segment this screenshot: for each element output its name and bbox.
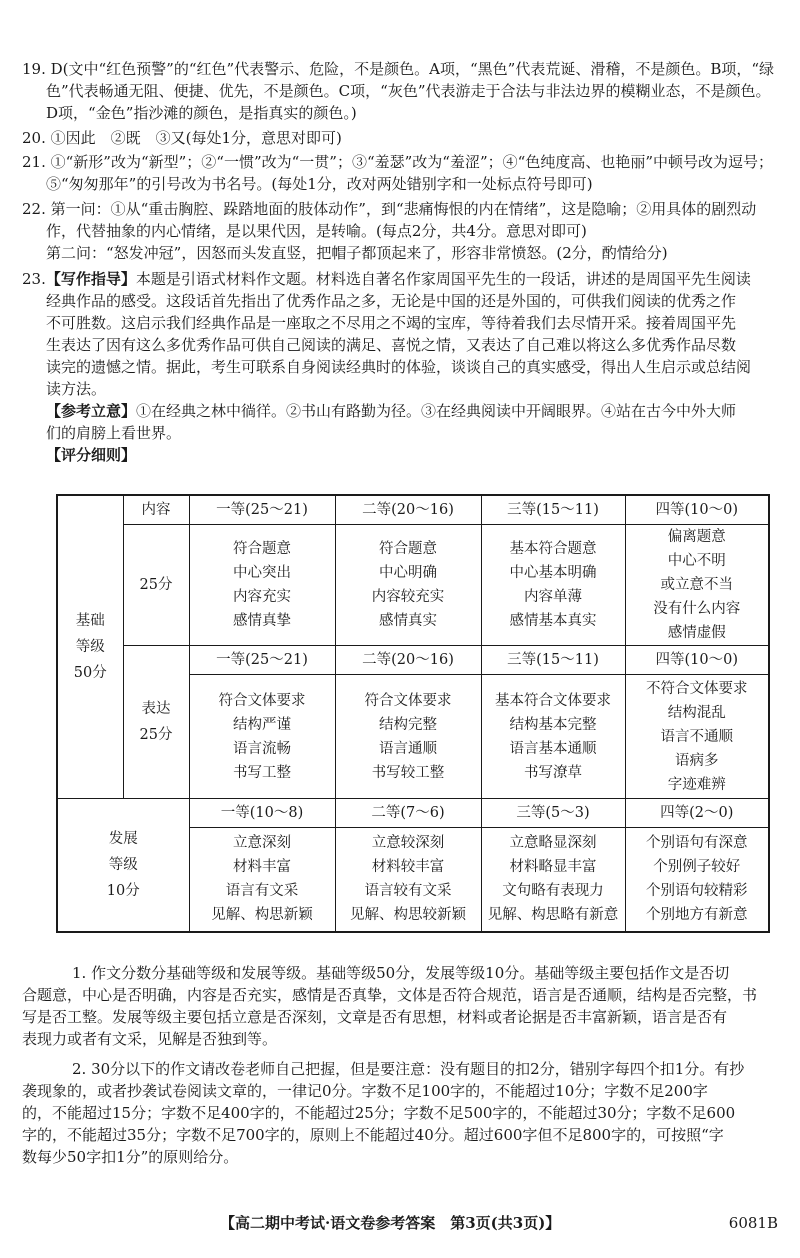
writing-guide-text-2: 经典作品的感受。这段话首先指出了优秀作品之多，无论是中国的还是外国的，可供我们阅读的优秀之作 [46,292,737,310]
answer-20 [22,127,782,149]
express-desc-3: 基本符合文体要求 结构基本完整 语言基本通顺 书写潦草 [481,675,625,799]
express-grade-2: 二等(20～16) [335,646,481,675]
answer-22-line-1: 22. 第一问：①从“重击胸腔、跺踏地面的肢体动作”，到“悲痛悔恨的内在情绪”，这是隐喻；②用具体的剧烈动 [22,200,757,218]
answer-21-line-2: ⑤“匆匆那年”的引号改为书名号。(每处1分，改对两处错别字和一处标点符号即可) [46,175,593,193]
content-desc-row [57,525,769,646]
develop-grade-2: 二等(7～6) [335,799,481,828]
content-label-cell: 内容 [123,495,189,525]
note-1-line-3: 写是否工整。发展等级主要包括立意是否深刻，文章是否有思想，材料或者论据是否丰富新颖，语言是否有 [22,1008,728,1026]
answer-22 [22,198,782,264]
writing-guide-label: 【写作指导】 [45,270,136,288]
note-2-line-1: 2. 30分以下的作文请改卷老师自己把握，但是要注意：没有题目的扣2分，错别字每四个扣1分。有抄 [72,1060,745,1078]
answer-19-line-3: D项，“金色”指沙滩的颜色，是指真实的颜色。) [46,104,357,122]
answer-23-guide-line-1 [22,268,782,290]
express-desc-4: 不符合文体要求 结构混乱 语言不通顺 语病多 字迹难辨 [625,675,769,799]
writing-guide-text-1: 本题是引语式材料作文题。材料选自著名作家周国平先生的一段话，讲述的是周国平先生阅读 [135,270,751,288]
express-grade-3: 三等(15～11) [481,646,625,675]
answer-19 [22,58,782,124]
develop-grade-4: 四等(2～0) [625,799,769,828]
note-1-line-2: 合题意，中心是否明确，内容是否充实，感情是否真挚，文体是否符合规范，语言是否通顺，结构是否完整，书 [22,986,758,1004]
content-score-cell: 25分 [123,525,189,646]
develop-grade-1: 一等(10～8) [189,799,335,828]
express-grade-row [57,646,769,675]
content-desc-1: 符合题意 中心突出 内容充实 感情真挚 [189,525,335,646]
answer-22-line-3: 第二问：“怒发冲冠”，因怒而头发直竖，把帽子都顶起来了，形容非常愤怒。(2分，酌情给分) [46,244,668,262]
note-2-line-2: 袭现象的，或者抄袭试卷阅读文章的，一律记0分。字数不足100字的，不能超过10分；字数不足200字 [22,1082,708,1100]
content-desc-2: 符合题意 中心明确 内容较充实 感情真实 [335,525,481,646]
note-1-line-1: 1. 作文分数分基础等级和发展等级。基础等级50分，发展等级10分。基础等级主要包括作文是否切 [72,964,730,982]
reference-idea-label: 【参考立意】 [46,402,137,420]
content-desc-4: 偏离题意 中心不明 或立意不当 没有什么内容 感情虚假 [625,525,769,646]
scoring-table [56,494,770,933]
answer-19-line-2: 色”代表畅通无阻、便捷、优先，不是颜色。C项，“灰色”代表游走于合法与非法边界的模糊业态，不是颜色。 [46,82,771,100]
note-2-line-5: 数每少50字扣1分”的原则给分。 [22,1148,239,1166]
answer-21 [22,151,782,195]
reference-idea-text-1: ①在经典之林中徜徉。②书山有路勤为径。③在经典阅读中开阔眼界。④站在古今中外大师 [136,402,737,420]
note-2-line-3: 的，不能超过15分；字数不足400字的，不能超过25分；字数不足500字的，不能超过30分；字数不足600 [22,1104,736,1122]
writing-guide-text-5: 读完的遗憾之情。据此，考生可联系自身阅读经典时的体验，谈谈自己的真实感受，得出人生启示或总结阅 [46,358,752,376]
develop-desc-4: 个别语句有深意 个别例子较好 个别语句较精彩 个别地方有新意 [625,828,769,932]
content-grade-2: 二等(20～16) [335,495,481,525]
rubric-label: 【评分细则】 [46,446,137,464]
basic-level-cell: 基础 等级 50分 [57,495,123,799]
content-grade-3: 三等(15～11) [481,495,625,525]
develop-desc-1: 立意深刻 材料丰富 语言有文采 见解、构思新颖 [189,828,335,932]
answer-19-line-1: 19. D(文中“红色预警”的“红色”代表警示、危险，不是颜色。A项，“黑色”代表荒诞、滑稽，不是颜色。B项，“绿 [22,60,775,78]
reference-idea-line-1 [22,400,782,422]
answer-20-line-1: 20. ①因此 ②既 ③又(每处1分，意思对即可) [22,129,342,147]
footer-code: 6081B [728,1214,778,1232]
writing-guide-text-3: 不可胜数。这启示我们经典作品是一座取之不尽用之不竭的宝库，等待着我们去尽情开采。接着周国平先 [46,314,737,332]
page-footer [0,1212,800,1236]
reference-idea-text-2: 们的肩膀上看世界。 [46,424,182,442]
express-desc-1: 符合文体要求 结构严谨 语言流畅 书写工整 [189,675,335,799]
content-grade-4: 四等(10～0) [625,495,769,525]
express-desc-2: 符合文体要求 结构完整 语言通顺 书写较工整 [335,675,481,799]
develop-level-cell: 发展 等级 10分 [57,799,189,932]
develop-desc-2: 立意较深刻 材料较丰富 语言较有文采 见解、构思较新颖 [335,828,481,932]
express-grade-1: 一等(25～21) [189,646,335,675]
answer-21-line-1: 21. ①“新形”改为“新型”；②“一惯”改为“一贯”；③“羞瑟”改为“羞涩”；④“色纯度高、也艳丽”中顿号改为逗号； [22,153,773,171]
express-label-cell: 表达 25分 [123,646,189,799]
develop-desc-3: 立意略显深刻 材料略显丰富 文句略有表现力 见解、构思略有新意 [481,828,625,932]
content-grade-1: 一等(25～21) [189,495,335,525]
note-1 [22,962,782,1050]
footer-title: 【高二期中考试·语文卷参考答案 第3页(共3页)】 [220,1214,561,1232]
note-2 [22,1058,782,1168]
note-2-line-4: 字的，不能超过35分；字数不足700字的，原则上不能超过40分。超过600字但不足800字的，可按照“字 [22,1126,724,1144]
num-23: 23. [22,270,46,288]
content-desc-3: 基本符合题意 中心基本明确 内容单薄 感情基本真实 [481,525,625,646]
develop-grade-3: 三等(5～3) [481,799,625,828]
writing-guide-text-4: 生表达了因有这么多优秀作品可供自己阅读的满足、喜悦之情，又表达了自己难以将这么多优秀作品尽数 [46,336,737,354]
express-grade-4: 四等(10～0) [625,646,769,675]
writing-guide-text-6: 读方法。 [46,380,107,398]
note-1-line-4: 表现力或者有文采，见解是否独到等。 [22,1030,278,1048]
develop-grade-row [57,799,769,828]
content-grade-row [57,495,769,525]
answer-22-line-2: 作，代替抽象的内心情绪，是以果代因，是转喻。(每点2分，共4分。意思对即可) [46,222,587,240]
answer-23 [22,268,782,466]
